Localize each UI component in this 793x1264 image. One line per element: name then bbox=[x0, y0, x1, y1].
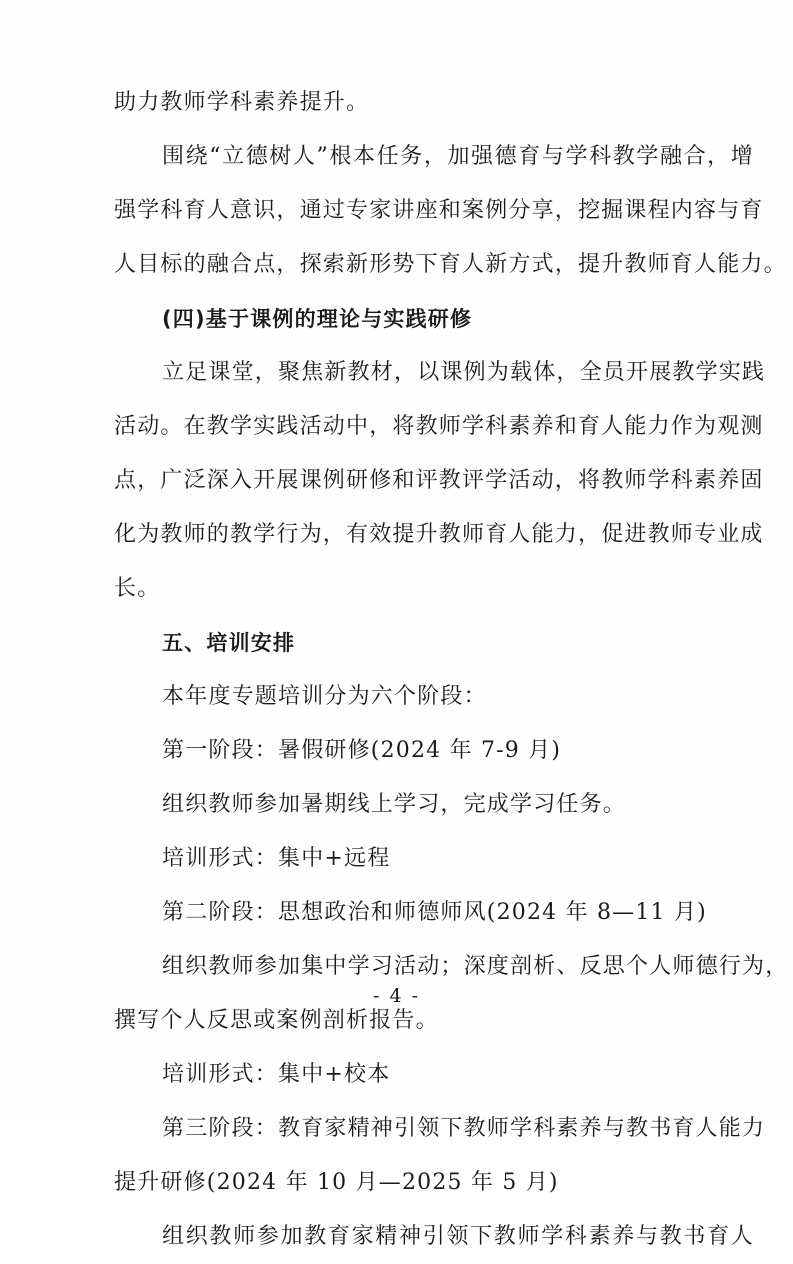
document-body bbox=[114, 76, 789, 1264]
text-line: 培训形式：集中+远程 bbox=[162, 846, 391, 871]
text-line: 培训形式：集中+校本 bbox=[162, 1062, 391, 1087]
text-line: 助力教师学科素养提升。 bbox=[114, 90, 370, 115]
text-line: 第二阶段：思想政治和师德师风(2024 年 8—11 月) bbox=[162, 900, 707, 925]
text-line: 提升研修(2024 年 10 月—2025 年 5 月) bbox=[114, 1170, 559, 1195]
text-line: 撰写个人反思或案例剖析报告。 bbox=[114, 1008, 439, 1033]
page-number: - 4 - bbox=[372, 985, 420, 1007]
section-heading: (四)基于课例的理论与实践研修 bbox=[162, 307, 473, 331]
text-line: 化为教师的教学行为，有效提升教师育人能力，促进教师专业成 bbox=[114, 522, 764, 547]
text-line: 组织教师参加集中学习活动；深度剖析、反思个人师德行为， bbox=[162, 954, 789, 979]
text-line: 立足课堂，聚焦新教材，以课例为载体，全员开展教学实践 bbox=[162, 360, 766, 385]
text-line: 人目标的融合点，探索新形势下育人新方式，提升教师育人能力。 bbox=[114, 252, 787, 277]
text-line: 组织教师参加暑期线上学习，完成学习任务。 bbox=[162, 792, 627, 817]
text-line: 组织教师参加教育家精神引领下教师学科素养与教书育人 bbox=[162, 1224, 754, 1249]
section-heading: 五、培训安排 bbox=[162, 631, 296, 655]
text-line: 强学科育人意识，通过专家讲座和案例分享，挖掘课程内容与育 bbox=[114, 198, 764, 223]
text-line: 本年度专题培训分为六个阶段： bbox=[162, 684, 487, 709]
text-line: 第一阶段：暑假研修(2024 年 7-9 月) bbox=[162, 738, 562, 763]
text-line: 长。 bbox=[114, 576, 161, 601]
text-line: 围绕“立德树人”根本任务，加强德育与学科教学融合，增 bbox=[162, 144, 754, 169]
text-line: 活动。在教学实践活动中，将教师学科素养和育人能力作为观测 bbox=[114, 414, 764, 439]
text-line: 第三阶段：教育家精神引领下教师学科素养与教书育人能力 bbox=[162, 1116, 766, 1141]
text-line: 点，广泛深入开展课例研修和评教评学活动，将教师学科素养固 bbox=[114, 468, 764, 493]
